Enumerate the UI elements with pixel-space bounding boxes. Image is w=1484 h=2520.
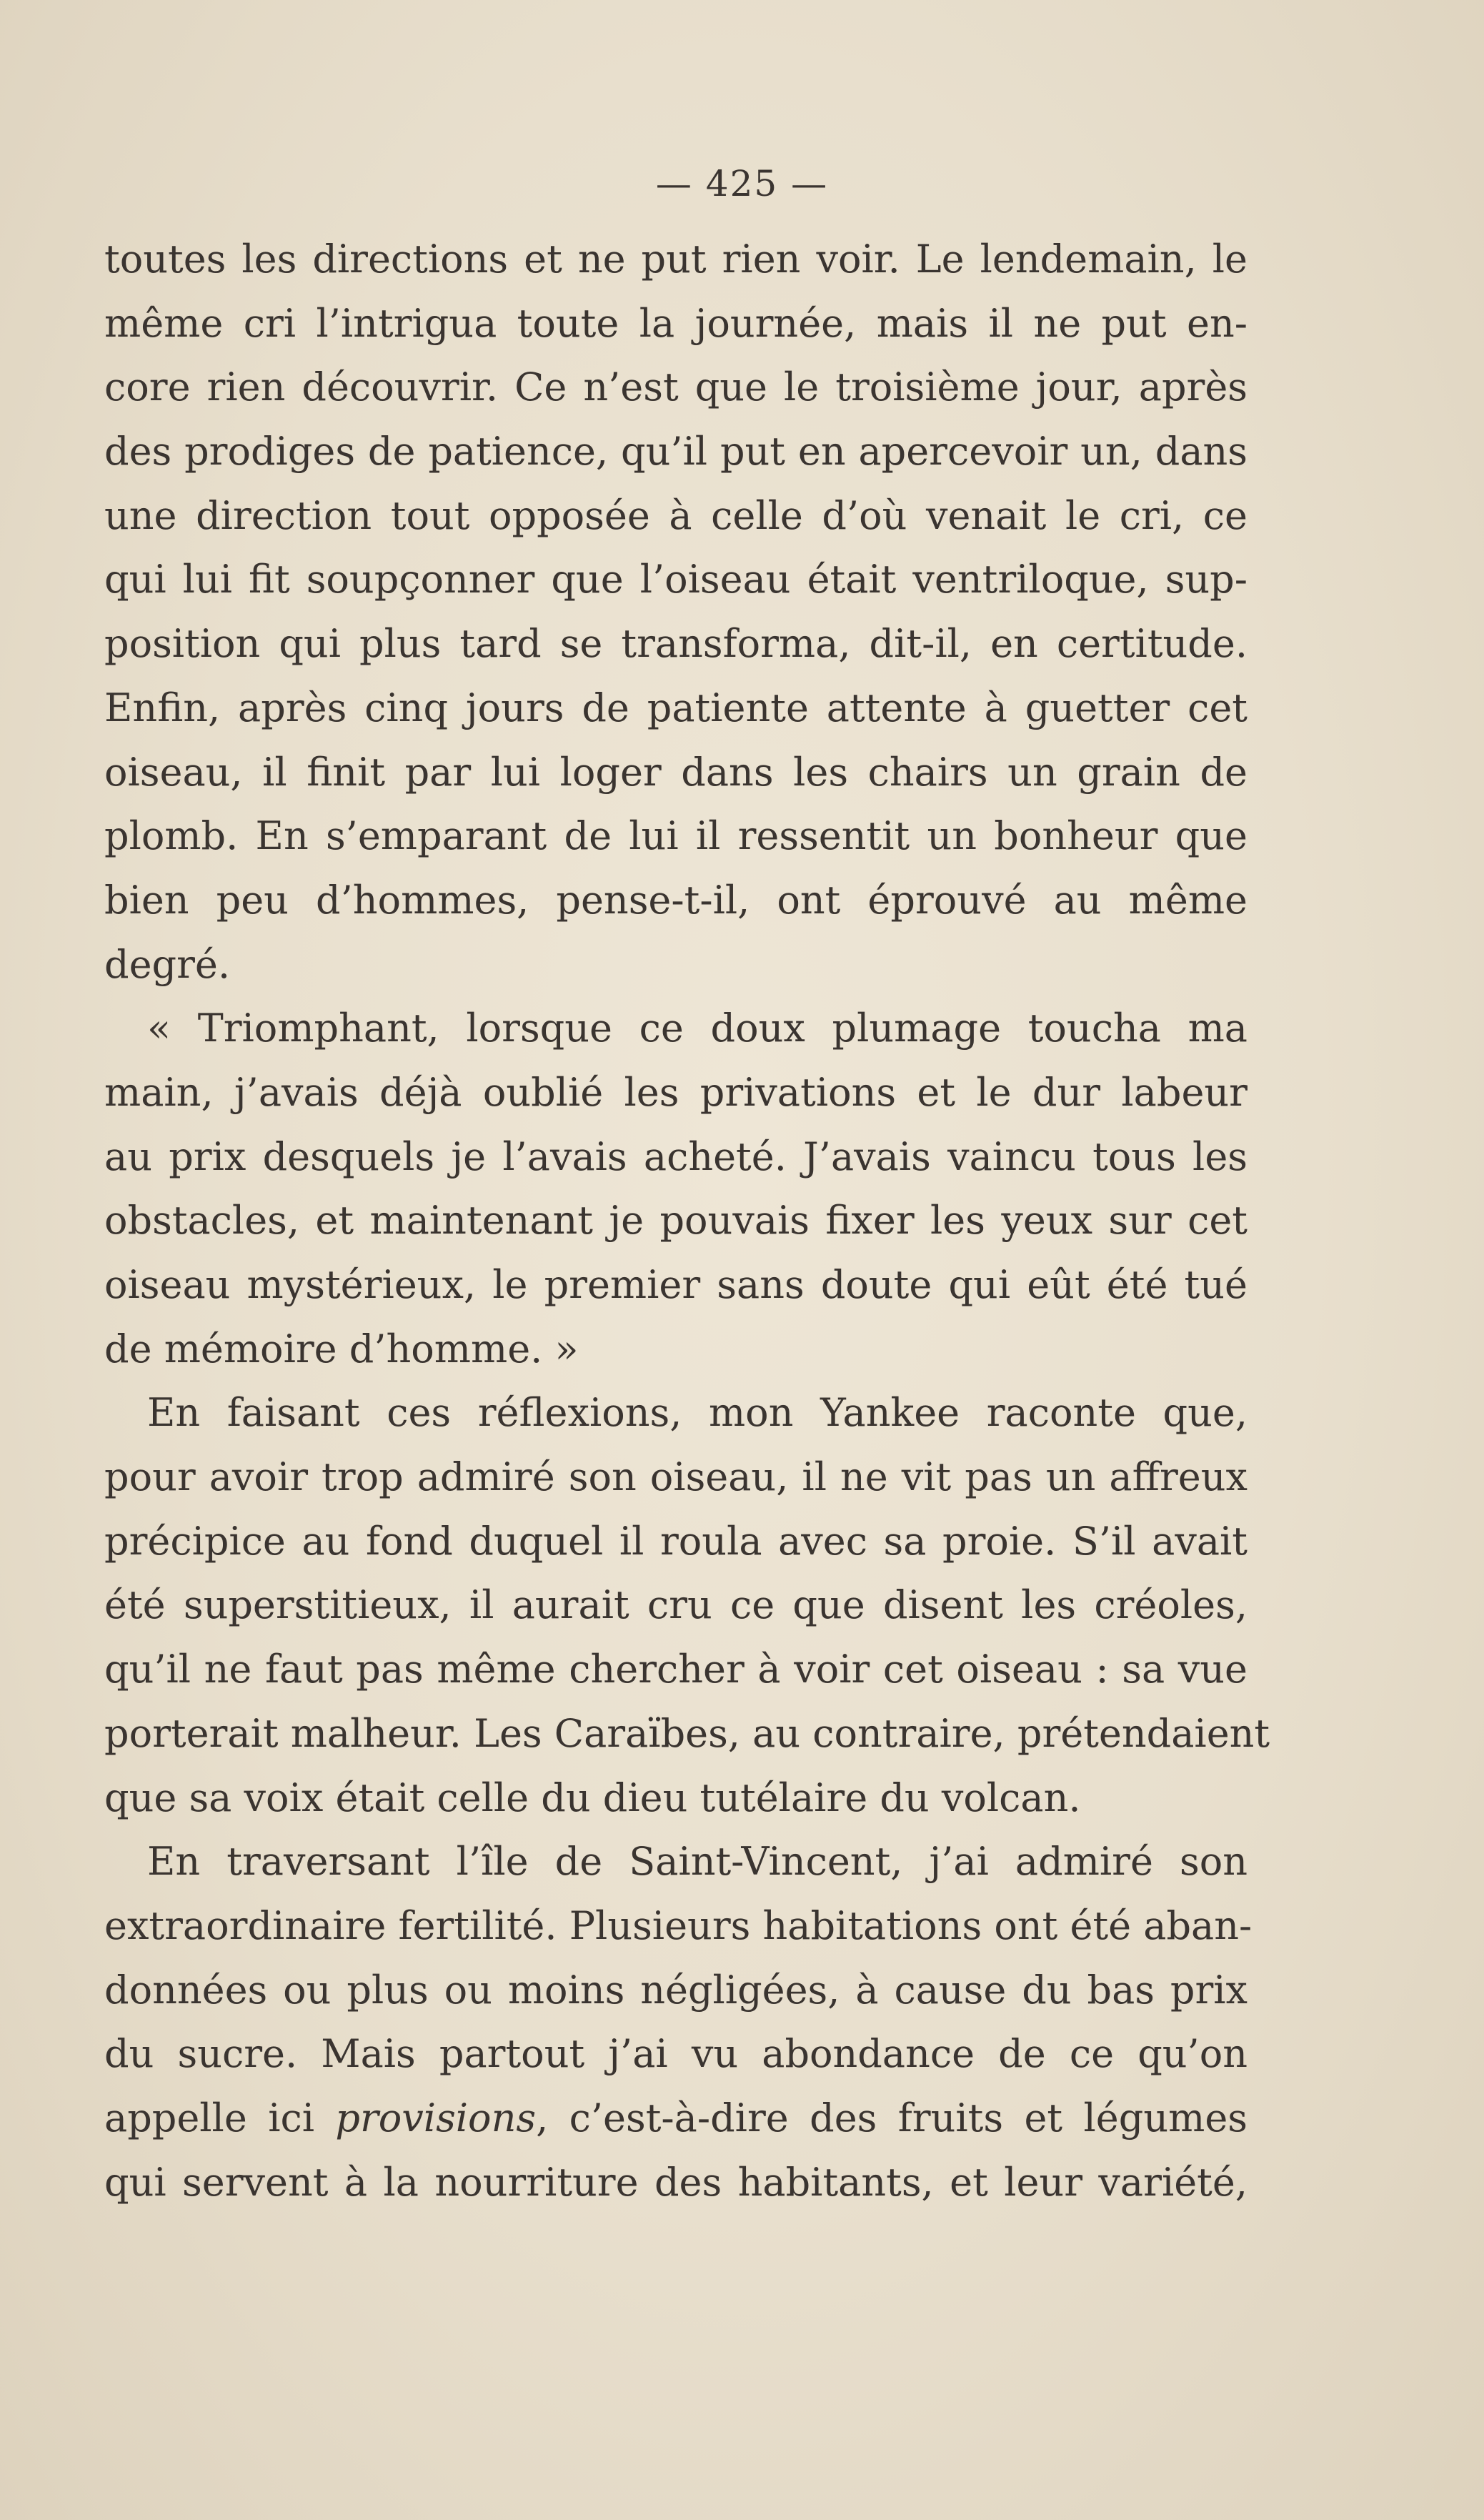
text-line: que sa voix était celle du dieu tutélaire du volcan. [104,1775,1081,1820]
text-line: qu’il ne faut pas même chercher à voir cet oiseau : sa vue [104,1647,1248,1692]
text-line: été superstitieux, il aurait cru ce que disent les créoles, [104,1582,1248,1628]
text-line: au prix desquels je l’avais acheté. J’avais vaincu tous les [104,1133,1248,1179]
text-line: extraordinaire fertilité. Plusieurs habitations ont été aban- [104,1903,1253,1948]
text-line: qui lui fit soupçonner que l’oiseau était ventriloque, sup- [104,557,1248,602]
italic-term: provisions [335,2095,537,2140]
text-line: obstacles, et maintenant je pouvais fixer les yeux sur cet [104,1198,1248,1244]
text-line: bien peu d’hommes, pense-t-il, ont éprouvé au même [104,877,1248,923]
text-line-with-italic [104,2086,1248,2151]
text-line: de mémoire d’homme. » [104,1326,579,1371]
page-number: — 425 — [655,163,829,204]
text-line: Enfin, après cinq jours de patiente attente à guetter cet [104,685,1248,730]
text-line: position qui plus tard se transforma, dit-il, en certitude. [104,621,1248,667]
text-line: En faisant ces réflexions, mon Yankee raconte que, [147,1390,1248,1436]
text-line: plomb. En s’emparant de lui il ressentit un bonheur que [104,813,1248,859]
text-line: une direction tout opposée à celle d’où venait le cri, ce [104,492,1248,538]
text-line: « Triomphant, lorsque ce doux plumage toucha ma [147,1006,1248,1051]
text-line: oiseau mystérieux, le premier sans doute qui eût été tué [104,1262,1248,1307]
body-text [104,227,1270,2214]
text-line: core rien découvrir. Ce n’est que le troisième jour, après [104,364,1248,410]
text-line: oiseau, il finit par lui loger dans les chairs un grain de [104,749,1248,795]
text-segment: appelle ici [104,2095,336,2140]
text-line: En traversant l’île de Saint-Vincent, j’ai admiré son [147,1839,1248,1885]
text-line: précipice au fond duquel il roula avec sa proie. S’il avait [104,1518,1248,1564]
text-line: porterait malheur. Les Caraïbes, au contraire, prétendaient [104,1710,1270,1756]
text-line: données ou plus ou moins négligées, à cause du bas prix [104,1967,1248,2013]
text-line: main, j’avais déjà oublié les privations et le dur labeur [104,1069,1248,1115]
text-line: toutes les directions et ne put rien voir. Le lendemain, le [104,237,1248,282]
text-line: qui servent à la nourriture des habitants, et leur variété, [104,2159,1248,2205]
text-segment: , c’est-à-dire des fruits et légumes [536,2095,1248,2140]
text-line: pour avoir trop admiré son oiseau, il ne vit pas un affreux [104,1454,1248,1500]
text-line: des prodiges de patience, qu’il put en apercevoir un, dans [104,429,1248,475]
text-line: du sucre. Mais partout j’ai vu abondance de ce qu’on [104,2031,1248,2077]
text-line: degré. [104,941,231,987]
text-line: même cri l’intrigua toute la journée, mais il ne put en- [104,300,1248,346]
